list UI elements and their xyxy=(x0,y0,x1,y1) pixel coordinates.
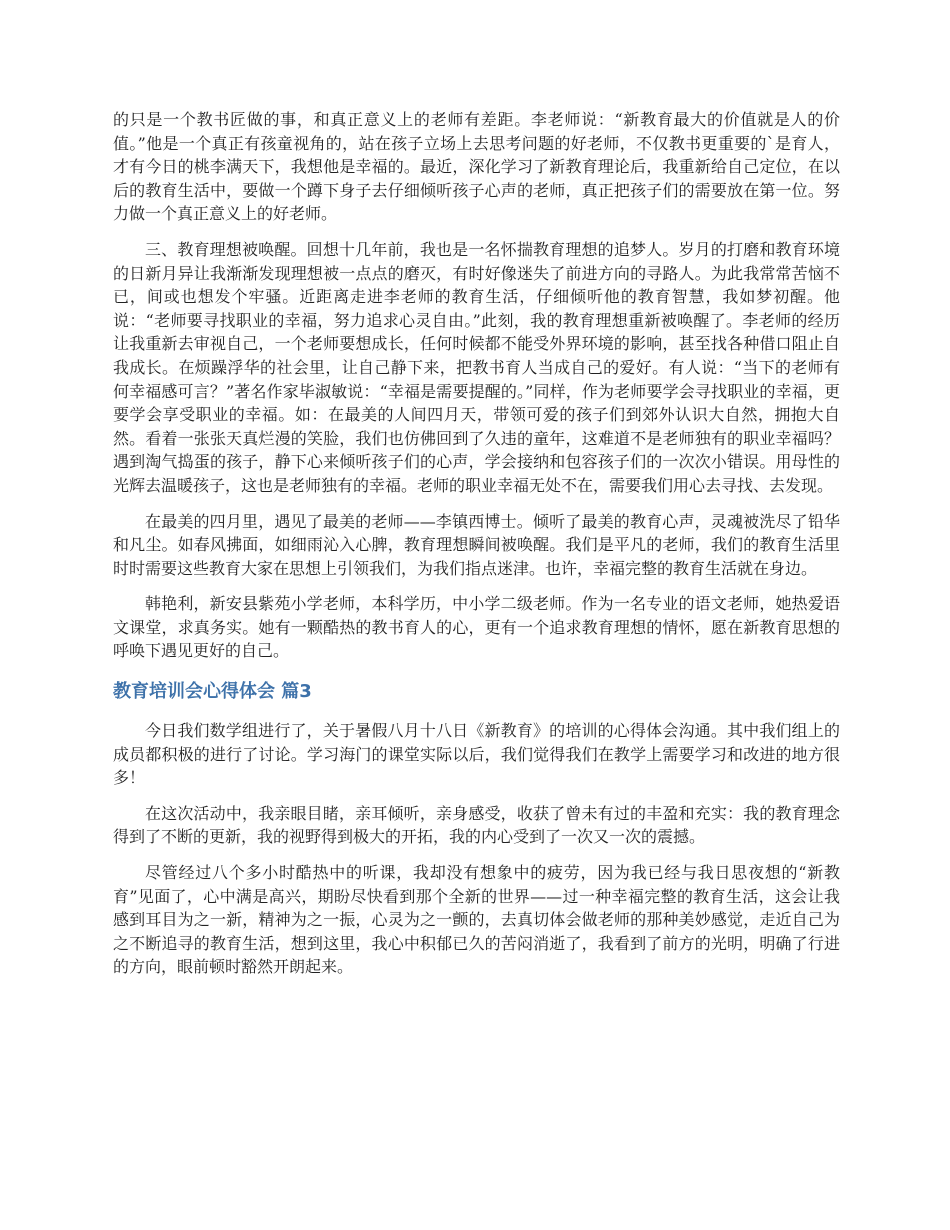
paragraph-continued: 的只是一个教书匠做的事，和真正意义上的老师有差距。李老师说：“新教育最大的价值就是人的价值。”他是一个真正有孩童视角的，站在孩子立场上去思考问题的好老师，不仅教书更重要的`是育人，才有今日的桃李满天下，我想他是幸福的。最近，深化学习了新教育理论后，我重新给自己定位，在以后的教育生活中，要做一个蹲下身子去仔细倾听孩子心声的老师，真正把孩子们的需要放在第一位。努力做一个真正意义上的好老师。 xyxy=(113,110,840,224)
document-page xyxy=(113,108,840,979)
paragraph-april-meeting: 在最美的四月里，遇见了最美的老师——李镇西博士。倾听了最美的教育心声，灵魂被洗尽了铅华和凡尘。如春风拂面，如细雨沁入心脾，教育理想瞬间被唤醒。我们是平凡的老师，我们的教育生活里时时需要这些教育大家在思想上引领我们，为我们指点迷津。也许，幸福完整的教育生活就在身边。 xyxy=(113,511,840,578)
paragraph-math-group: 今日我们数学组进行了，关于暑假八月十八日《新教育》的培训的心得体会沟通。其中我们组上的成员都积极的进行了讨论。学习海门的课堂实际以后，我们觉得我们在教学上需要学习和改进的地方很多！ xyxy=(113,721,840,788)
section-title: 教育培训会心得体会 篇3 xyxy=(113,681,312,703)
paragraph-education-ideal: 三、教育理想被唤醒。回想十几年前，我也是一名怀揣教育理想的追梦人。岁月的打磨和教育环境的日新月异让我渐渐发现理想被一点点的磨灭，有时好像迷失了前进方向的寻路人。为此我常常苦恼不已，间或也想发个牢骚。近距离走进李老师的教育生活，仔细倾听他的教育智慧，我如梦初醒。他说：“老师要寻找职业的幸福，努力追求心灵自由。”此刻，我的教育理想重新被唤醒了。李老师的经历让我重新去审视自己，一个老师要想成长，任何时候都不能受外界环境的影响，甚至找各种借口阻止自我成长。在烦躁浮华的社会里，让自己静下来，把教书育人当成自己的爱好。有人说：“当下的老师有何幸福感可言？”著名作家毕淑敏说：“幸福是需要提醒的。”同样，作为老师要学会寻找职业的幸福，更要学会享受职业的幸福。如：在最美的人间四月天，带领可爱的孩子们到郊外认识大自然，拥抱大自然。看着一张张天真烂漫的笑脸，我们也仿佛回到了久违的童年，这难道不是老师独有的职业幸福吗？遇到淘气捣蛋的孩子，静下心来倾听孩子们的心声，学会接纳和包容孩子们的一次次小错误。用母性的光辉去温暖孩子，这也是老师独有的幸福。老师的职业幸福无处不在，需要我们用心去寻找、去发现。 xyxy=(113,239,840,495)
paragraph-activity: 在这次活动中，我亲眼目睹，亲耳倾听，亲身感受，收获了曾未有过的丰盈和充实：我的教育理念得到了不断的更新，我的视野得到极大的开拓，我的内心受到了一次又一次的震撼。 xyxy=(113,803,840,847)
paragraph-lecture: 尽管经过八个多小时酷热中的听课，我却没有想象中的疲劳，因为我已经与我日思夜想的“新教育”见面了，心中满是高兴，期盼尽快看到那个全新的世界——过一种幸福完整的教育生活，这会让我感到耳目为之一新，精神为之一振，心灵为之一颤的，去真切体会做老师的那种美妙感觉，走近自己为之不断追寻的教育生活，想到这里，我心中积郁已久的苦闷消逝了，我看到了前方的光明，明确了行进的方向，眼前顿时豁然开朗起来。 xyxy=(113,863,840,977)
paragraph-author-bio: 韩艳利，新安县紫苑小学老师，本科学历，中小学二级老师。作为一名专业的语文老师，她热爱语文课堂，求真务实。她有一颗酷热的教书育人的心，更有一个追求教育理想的情怀，愿在新教育思想的呼唤下遇见更好的自己。 xyxy=(113,594,840,661)
